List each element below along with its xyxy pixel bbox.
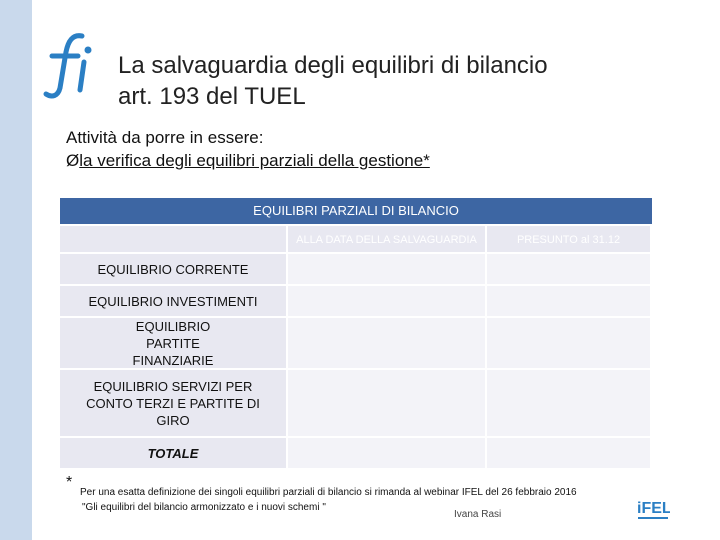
table-total-row <box>60 438 652 470</box>
arrow-bullet-icon: Ø <box>66 151 80 170</box>
table-cell <box>487 286 652 318</box>
table-cell <box>288 438 487 470</box>
table-cell <box>487 254 652 286</box>
table-subheader-row <box>60 226 652 254</box>
table-cell <box>288 286 487 318</box>
table-cell <box>288 370 487 438</box>
table-cell <box>487 438 652 470</box>
row-label: EQUILIBRIO SERVIZI PER CONTO TERZI E PARTITE DI GIRO <box>60 370 288 438</box>
table-cell <box>487 318 652 370</box>
page-title <box>118 50 548 112</box>
bullet-item <box>66 151 430 171</box>
table-row <box>60 286 652 318</box>
title-line-2: art. 193 del TUEL <box>118 83 306 110</box>
total-label: TOTALE <box>60 438 288 470</box>
title-line-1: La salvaguardia degli equilibri di bilancio <box>118 52 548 79</box>
row-label: EQUILIBRIO INVESTIMENTI <box>60 286 288 318</box>
table-cell-empty <box>60 226 288 254</box>
ifel-logo <box>636 496 670 522</box>
col-header-presunto: PRESUNTO al 31.12 <box>487 226 652 254</box>
fi-logo <box>42 30 100 100</box>
footnote-line-1: Per una esatta definizione dei singoli equilibri parziali di bilancio si rimanda al webinar IFEL del 26 febbraio 2016 <box>80 487 577 498</box>
table-header: EQUILIBRI PARZIALI DI BILANCIO <box>60 198 652 224</box>
bullet-text: la verifica degli equilibri parziali della gestione* <box>79 151 430 170</box>
col-header-salvaguardia: ALLA DATA DELLA SALVAGUARDIA <box>288 226 487 254</box>
table-row <box>60 254 652 286</box>
table-row <box>60 370 652 438</box>
table-cell <box>487 370 652 438</box>
footnote-star: * <box>66 474 73 491</box>
row-label: EQUILIBRIO CORRENTE <box>60 254 288 286</box>
footnote-line-2: "Gli equilibri del bilancio armonizzato e i nuovi schemi " <box>82 502 326 513</box>
svg-text:iFEL: iFEL <box>637 500 670 517</box>
author-name: Ivana Rasi <box>454 509 502 520</box>
row-label: EQUILIBRIO PARTITE FINANZIARIE <box>60 318 288 370</box>
table-row <box>60 318 652 370</box>
left-side-bar <box>0 0 32 540</box>
intro-text: Attività da porre in essere: <box>66 128 264 147</box>
table-cell <box>288 318 487 370</box>
table-cell <box>288 254 487 286</box>
